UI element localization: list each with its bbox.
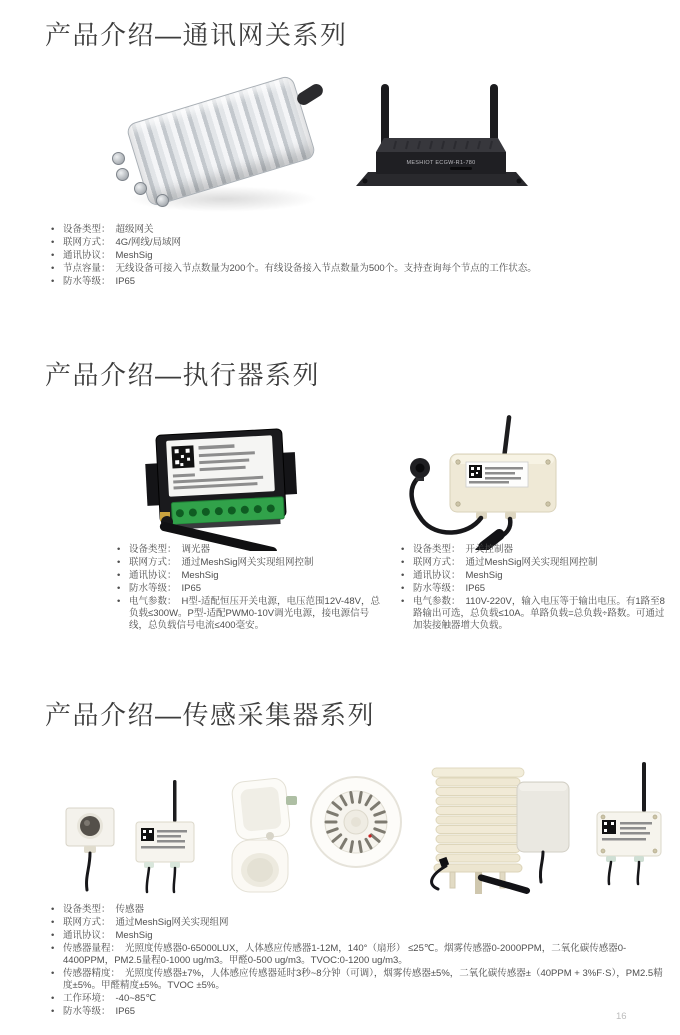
- spec-label: 节点容量：: [63, 262, 111, 274]
- spec-label: 通讯协议：: [63, 929, 111, 941]
- spec-item: [46, 250, 621, 262]
- spec-value: 4G/网线/局域网: [115, 236, 181, 248]
- gateway-spec-list: [46, 224, 621, 289]
- spec-value: MeshSig: [181, 569, 219, 581]
- spec-item: [112, 583, 388, 595]
- spec-item: [396, 557, 672, 569]
- wifi-router-gateway-image: [352, 78, 532, 203]
- spec-value: IP65: [115, 275, 136, 287]
- spec-item: [112, 570, 388, 582]
- spec-item: [46, 904, 664, 916]
- spec-item: [396, 544, 672, 556]
- switch-spec-list: [396, 544, 672, 633]
- dimmer-spec-list: [112, 544, 388, 633]
- super-gateway-image: [100, 68, 340, 223]
- switch-controller-drawing: [388, 412, 588, 550]
- spec-label: 联网方式：: [413, 556, 461, 568]
- spec-value: 调光器: [181, 544, 211, 555]
- spec-value: 通过MeshSig网关实现组网控制: [181, 556, 314, 568]
- spec-value: 110V-220V，输入电压等于输出电压。有1路至8路输出可选，总负载≤10A。单路负载=总负载÷路数。可通过加装接触器增大负载。: [413, 595, 665, 632]
- spec-label: 电气参数：: [413, 595, 461, 607]
- spec-label: 联网方式：: [63, 236, 111, 248]
- spec-item: [46, 1006, 664, 1018]
- spec-value: IP65: [465, 582, 486, 594]
- spec-item: [396, 570, 672, 582]
- spec-label: 防水等级：: [129, 582, 177, 594]
- spec-value: -40~85℃: [115, 993, 157, 1005]
- smoke-detector-image: [298, 770, 418, 880]
- spec-label: 设备类型：: [63, 224, 111, 235]
- spec-item: [46, 917, 664, 929]
- air-quality-drawing: [505, 760, 675, 888]
- spec-label: 联网方式：: [129, 556, 177, 568]
- spec-item: [396, 583, 672, 595]
- spec-label: 传感器量程：: [63, 942, 121, 954]
- router-drawing: [352, 78, 532, 203]
- spec-item: [46, 237, 621, 249]
- spec-value: IP65: [181, 582, 202, 594]
- section-title-actuators: 产品介绍—执行器系列: [45, 360, 321, 390]
- dimmer-image: [126, 416, 316, 551]
- spec-value: 光照度传感器±7%，人体感应传感器延时3秒~8分钟（可调），烟雾传感器±5%，二氧化碳传感器±（40PPM + 3%F·S），PM2.5精度±5%。甲醛精度±5%。TVOC ±5%。: [63, 968, 663, 992]
- dimmer-drawing: [126, 416, 316, 551]
- spec-label: 防水等级：: [413, 582, 461, 594]
- spec-value: 光照度传感器0-65000LUX，人体感应传感器1-12M，140°（扇形） ≤25℃。烟雾传感器0-2000PPM，二氧化碳传感器0-4400PPM，PM2.5量程0-1000 ug/m3。甲醛0-500 ug/m3。TVOC:0-1200 ug/m3。: [63, 942, 627, 967]
- spec-label: 设备类型：: [129, 544, 177, 555]
- cable-gland: [116, 168, 129, 181]
- spec-value: H型-适配恒压开关电源，电压范围12V-48V，总负载≤300W。P型-适配PWM0-10V调光电源，接电源信号线，总负载信号电流≤400毫安。: [129, 595, 380, 632]
- spec-item: [396, 596, 672, 633]
- switch-controller-image: [388, 412, 588, 550]
- spec-label: 传感器精度：: [63, 968, 121, 980]
- air-quality-sensor-image: [505, 760, 675, 888]
- spec-label: 设备类型：: [413, 544, 461, 555]
- spec-label: 联网方式：: [63, 916, 111, 928]
- spec-value: MeshSig: [115, 929, 153, 941]
- spec-item: [112, 557, 388, 569]
- spec-label: 工作环境：: [63, 993, 111, 1005]
- router-model-label: MESHIOT ECGW-R1-780: [406, 160, 476, 166]
- light-sensor-image: [52, 778, 222, 898]
- light-sensor-drawing: [52, 778, 222, 898]
- spec-value: 超级网关: [115, 224, 154, 235]
- spec-item: [46, 263, 621, 275]
- cable-gland: [112, 152, 125, 165]
- spec-item: [46, 968, 664, 993]
- spec-item: [46, 224, 621, 236]
- smoke-detector-drawing: [298, 770, 418, 880]
- cable-gland: [156, 194, 169, 207]
- spec-value: 传感器: [115, 904, 145, 915]
- spec-value: 通过MeshSig网关实现组网: [115, 916, 229, 928]
- sensor-spec-list: [46, 904, 664, 1019]
- spec-label: 防水等级：: [63, 1006, 111, 1018]
- spec-item: [46, 930, 664, 942]
- spec-value: MeshSig: [465, 569, 503, 581]
- spec-label: 电气参数：: [129, 595, 177, 607]
- spec-label: 通讯协议：: [129, 569, 177, 581]
- spec-value: MeshSig: [115, 249, 153, 261]
- spec-label: 通讯协议：: [413, 569, 461, 581]
- spec-item: [112, 544, 388, 556]
- cable-gland: [134, 182, 147, 195]
- spec-value: 无线设备可接入节点数量为200个。有线设备接入节点数量为500个。支持查询每个节点的工作状态。: [115, 262, 537, 274]
- spec-value: 开关控制器: [465, 544, 514, 555]
- section-title-sensors: 产品介绍—传感采集器系列: [45, 700, 376, 730]
- section-title-gateways: 产品介绍—通讯网关系列: [45, 20, 348, 50]
- spec-value: IP65: [115, 1006, 136, 1018]
- page-number: 16: [616, 1011, 627, 1022]
- spec-label: 设备类型：: [63, 904, 111, 915]
- spec-item: [112, 596, 388, 633]
- spec-item: [46, 943, 664, 968]
- spec-label: 通讯协议：: [63, 249, 111, 261]
- spec-label: 防水等级：: [63, 275, 111, 287]
- spec-item: [46, 993, 664, 1005]
- antenna-connector: [295, 82, 326, 108]
- spec-value: 通过MeshSig网关实现组网控制: [465, 556, 598, 568]
- spec-item: [46, 276, 621, 288]
